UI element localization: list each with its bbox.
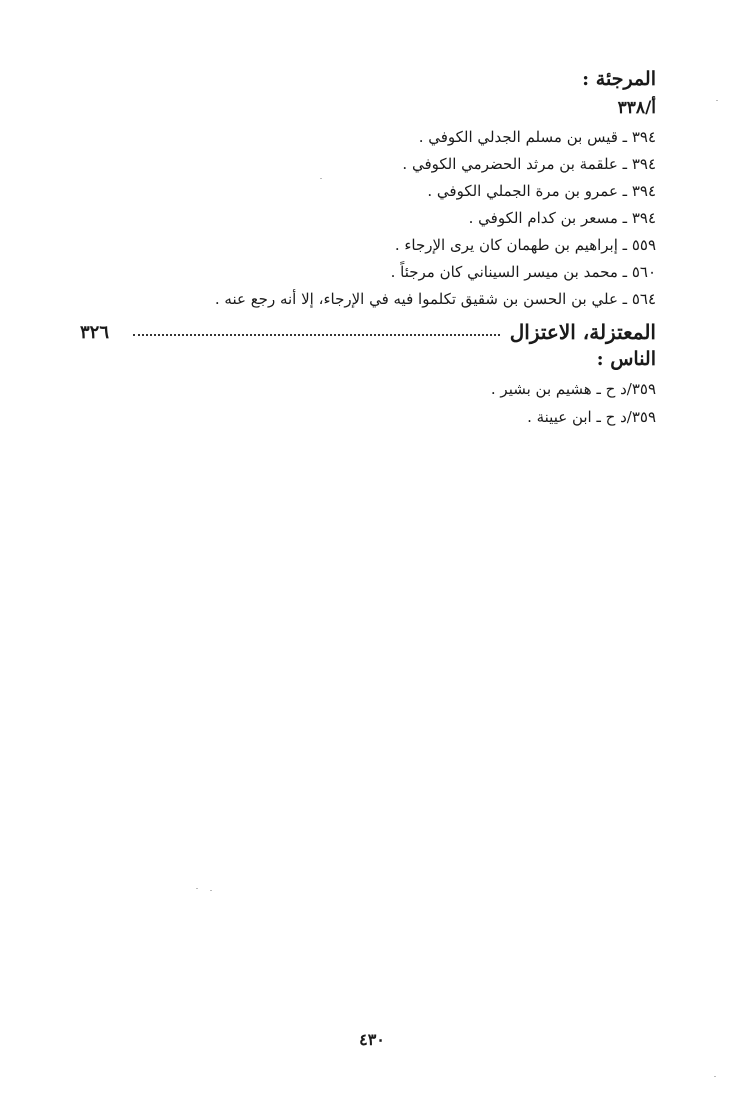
- list-item: ٥٥٩ ـ إبراهيم بن طهمان كان يرى الإرجاء .: [394, 236, 656, 254]
- section-title-mutazila: المعتزلة، الاعتزال: [509, 320, 656, 344]
- list-item: ٥٦٠ ـ محمد بن ميسر السيناني كان مرجئاً .: [390, 263, 656, 281]
- index-entry-mutazila: [80, 314, 656, 342]
- scan-speck: [716, 100, 718, 101]
- list-item: ٣٩٤ ـ مسعر بن كدام الكوفي .: [468, 209, 656, 227]
- list-item: ٣٥٩/د ح ـ هشيم بن بشير .: [490, 380, 656, 398]
- scan-speck: [320, 178, 322, 179]
- section-ref-murjia: أ/٣٣٨: [617, 98, 656, 118]
- page-number: ٤٣٠: [359, 1030, 385, 1049]
- list-item: ٥٦٤ ـ علي بن الحسن بن شقيق تكلموا فيه في الإرجاء، إلا أنه رجع عنه .: [214, 290, 656, 308]
- scan-speck: [210, 890, 212, 891]
- scan-speck: [714, 1076, 716, 1077]
- section-heading-murjia: المرجئة :: [582, 68, 656, 90]
- list-item: ٣٥٩/د ح ـ ابن عيينة .: [527, 408, 656, 426]
- dot-leader: [133, 334, 500, 336]
- scan-speck: [196, 888, 198, 889]
- page-reference: ٣٢٦: [80, 322, 110, 343]
- list-item: ٣٩٤ ـ عمرو بن مرة الجملي الكوفي .: [427, 182, 656, 200]
- section-heading-nas: الناس :: [596, 348, 656, 370]
- list-item: ٣٩٤ ـ قيس بن مسلم الجدلي الكوفي .: [418, 128, 656, 146]
- list-item: ٣٩٤ ـ علقمة بن مرثد الحضرمي الكوفي .: [402, 155, 656, 173]
